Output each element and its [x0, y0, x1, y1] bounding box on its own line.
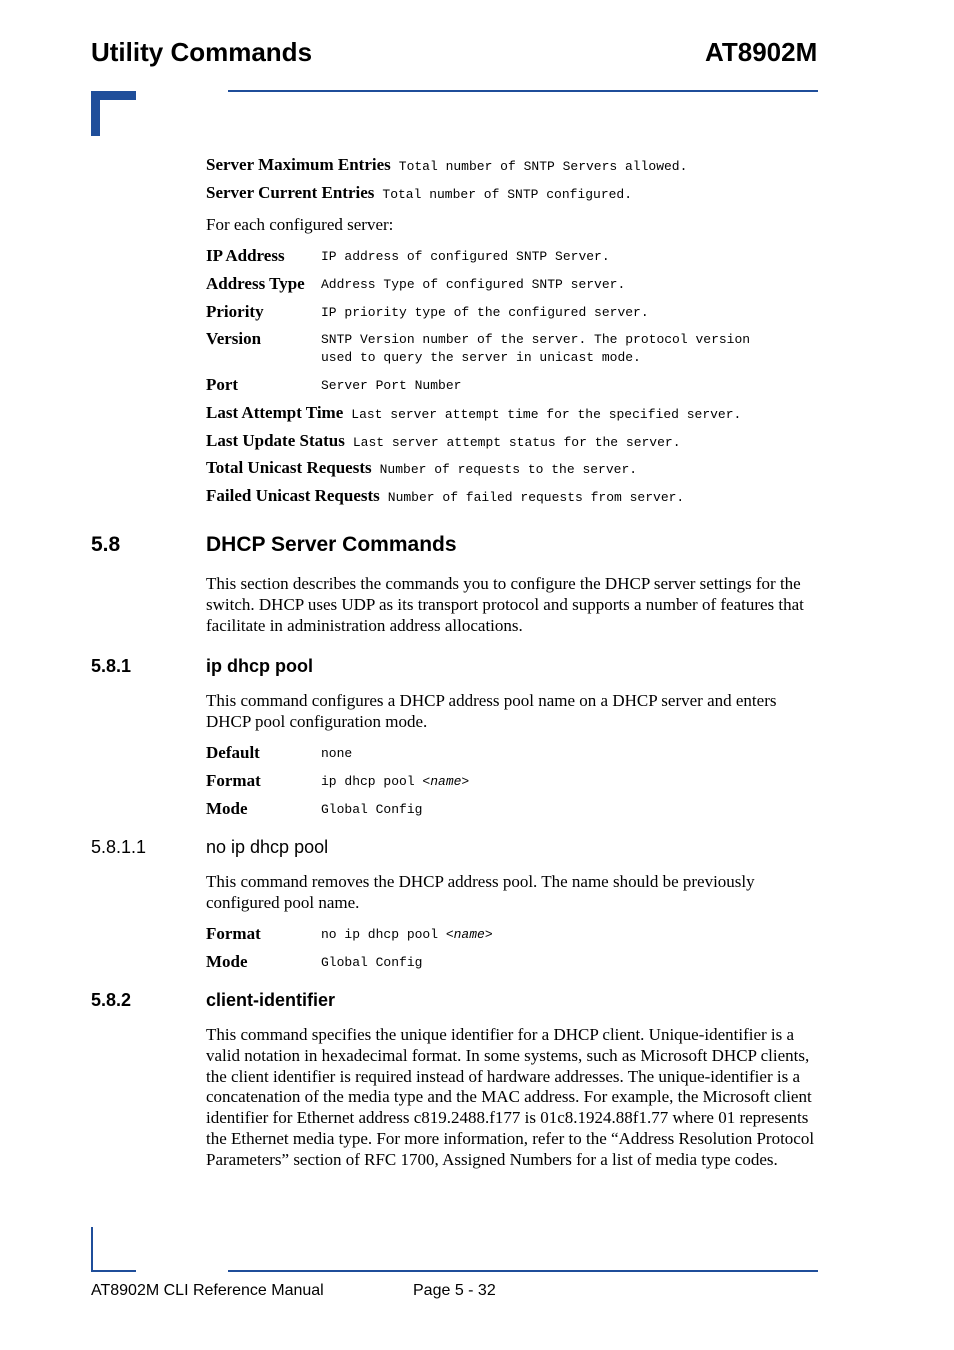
field-last-attempt-time: Last Attempt Time Last server attempt time for the specified server.	[206, 403, 742, 422]
section-5-8-title: DHCP Server Commands	[206, 533, 457, 556]
value-default: none	[321, 746, 353, 761]
section-5-8-number: 5.8	[91, 533, 121, 556]
term-address-type: Address Type	[206, 274, 305, 293]
section-5-8-1-1-title: no ip dhcp pool	[206, 837, 329, 857]
header-left-title: Utility Commands	[91, 37, 313, 67]
field-server-max-entries: Server Maximum Entries Total number of SNTP Servers allowed.	[206, 155, 688, 174]
corner-mark-bottom-vertical	[91, 1227, 93, 1272]
corner-mark-top-vertical	[91, 91, 100, 136]
field-total-unicast-requests: Total Unicast Requests Number of requests to the server.	[206, 458, 638, 477]
value-mode-no: Global Config	[321, 955, 423, 970]
desc-version-line1: SNTP Version number of the server. The protocol version	[321, 332, 751, 347]
field-server-current-entries: Server Current Entries Total number of SNTP configured.	[206, 183, 633, 202]
term-format-no: Format	[206, 924, 261, 943]
footer-rule	[228, 1270, 818, 1272]
section-5-8-1-1-body: This command removes the DHCP address pool. The name should be previously configured pool name.	[206, 872, 755, 912]
corner-mark-bottom-horizontal	[91, 1270, 136, 1272]
per-server-intro: For each configured server:	[206, 215, 394, 234]
term-mode-no: Mode	[206, 952, 248, 971]
header-right-title: AT8902M	[705, 37, 818, 67]
footer-page-number: Page 5 - 32	[413, 1282, 496, 1299]
desc-version-line2: used to query the server in unicast mode.	[321, 350, 641, 365]
field-failed-unicast-requests: Failed Unicast Requests Number of failed requests from server.	[206, 486, 685, 505]
term-format: Format	[206, 771, 261, 790]
value-mode: Global Config	[321, 802, 423, 817]
field-last-update-status: Last Update Status Last server attempt status for the server.	[206, 431, 681, 450]
section-5-8-1-body: This command configures a DHCP address pool name on a DHCP server and enters DHCP pool configuration mode.	[206, 691, 777, 731]
section-5-8-1-1-number: 5.8.1.1	[91, 837, 147, 857]
term-version: Version	[206, 329, 262, 348]
desc-priority: IP priority type of the configured server.	[321, 305, 649, 320]
section-5-8-body: This section describes the commands you to configure the DHCP server settings for the switch. DHCP uses UDP as its transport protocol and supports a number of features that facilitate in administration address allocations.	[206, 574, 804, 635]
section-5-8-1-title: ip dhcp pool	[206, 656, 313, 676]
desc-address-type: Address Type of configured SNTP server.	[321, 277, 626, 292]
term-default: Default	[206, 743, 260, 762]
section-5-8-2-number: 5.8.2	[91, 990, 132, 1010]
section-5-8-2-title: client-identifier	[206, 990, 336, 1010]
value-format-no: no ip dhcp pool <name>	[321, 927, 493, 942]
term-priority: Priority	[206, 302, 264, 321]
section-5-8-1-number: 5.8.1	[91, 656, 132, 676]
section-5-8-2-body: This command specifies the unique identifier for a DHCP client. Unique-identifier is a valid notation in hexadecimal format. In some systems, such as Microsoft DHCP clients, the client identifier is required instead of hardware addresses. The unique-identifier is a concatenation of the media type and the MAC address. For example, the Microsoft client identifier for Ethernet address c819.2488.f177 is 01c8.1924.88f1.77 where 01 represents the Ethernet media type. For more information, refer to the “Address Resolution Protocol Parameters” section of RFC 1700, Assigned Numbers for a list of media type codes.	[206, 1025, 815, 1169]
term-ip-address: IP Address	[206, 246, 285, 265]
desc-port: Server Port Number	[321, 378, 462, 393]
value-format: ip dhcp pool <name>	[321, 774, 470, 789]
footer-manual-title: AT8902M CLI Reference Manual	[91, 1282, 324, 1299]
term-port: Port	[206, 375, 239, 394]
desc-ip-address: IP address of configured SNTP Server.	[321, 249, 610, 264]
header-rule	[228, 90, 818, 92]
term-mode: Mode	[206, 799, 248, 818]
